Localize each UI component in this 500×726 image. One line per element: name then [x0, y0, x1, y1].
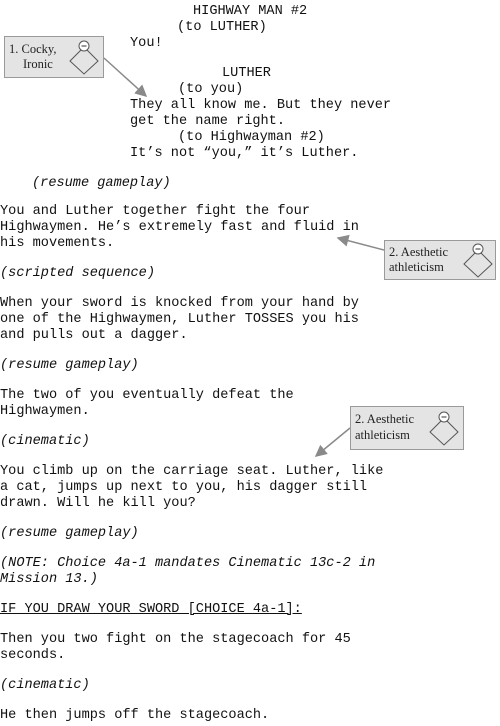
action-line: a cat, jumps up next to you, his dagger still	[0, 480, 368, 495]
annotation-arrow	[316, 428, 350, 456]
minus-diamond-icon	[67, 39, 101, 75]
annotation-label: 2. Aesthetic	[389, 245, 449, 259]
annotation-label: 1. Cocky,	[9, 42, 57, 56]
annotation-callout	[350, 406, 464, 450]
parenthetical: (to Highwayman #2)	[178, 130, 325, 145]
parenthetical: (to you)	[178, 82, 244, 97]
annotation-callout	[384, 240, 496, 280]
minus-diamond-icon	[461, 242, 495, 278]
action-line: one of the Highwaymen, Luther TOSSES you his	[0, 312, 359, 327]
stage-direction: (resume gameplay)	[32, 176, 171, 191]
annotation-callout	[4, 36, 104, 78]
dialogue-line: get the name right.	[130, 114, 285, 129]
design-note: (NOTE: Choice 4a-1 mandates Cinematic 13c-2 in	[0, 556, 376, 571]
character-name: LUTHER	[222, 66, 271, 81]
annotation-label: athleticism	[355, 428, 410, 442]
action-line: and pulls out a dagger.	[0, 328, 188, 343]
stage-direction: (cinematic)	[0, 678, 90, 693]
dialogue-line: They all know me. But they never	[130, 98, 392, 113]
action-line: When your sword is knocked from your hand by	[0, 296, 359, 311]
dialogue-line: You!	[130, 36, 163, 51]
action-line: Then you two fight on the stagecoach for 45	[0, 632, 351, 647]
annotation-arrow	[104, 58, 146, 96]
design-note: Mission 13.)	[0, 572, 98, 587]
action-line: drawn. Will he kill you?	[0, 496, 196, 511]
action-line: seconds.	[0, 648, 66, 663]
action-line: his movements.	[0, 236, 115, 251]
character-name: HIGHWAY MAN #2	[193, 4, 308, 19]
minus-diamond-icon	[427, 410, 461, 446]
stage-direction: (resume gameplay)	[0, 526, 139, 541]
choice-heading: IF YOU DRAW YOUR SWORD [CHOICE 4a-1]:	[0, 602, 302, 617]
action-line: You and Luther together fight the four	[0, 204, 310, 219]
action-line: Highwaymen. He’s extremely fast and fluid in	[0, 220, 359, 235]
stage-direction: (cinematic)	[0, 434, 90, 449]
parenthetical: (to LUTHER)	[177, 20, 267, 35]
stage-direction: (scripted sequence)	[0, 266, 155, 281]
annotation-label: athleticism	[389, 260, 444, 274]
action-line: The two of you eventually defeat the	[0, 388, 294, 403]
stage-direction: (resume gameplay)	[0, 358, 139, 373]
action-line: He then jumps off the stagecoach.	[0, 708, 270, 723]
annotation-label: 2. Aesthetic	[355, 412, 415, 426]
action-line: Highwaymen.	[0, 404, 90, 419]
annotation-label: Ironic	[23, 57, 53, 71]
annotation-arrow	[338, 238, 384, 250]
dialogue-line: It’s not “you,” it’s Luther.	[130, 146, 359, 161]
action-line: You climb up on the carriage seat. Luther, like	[0, 464, 384, 479]
